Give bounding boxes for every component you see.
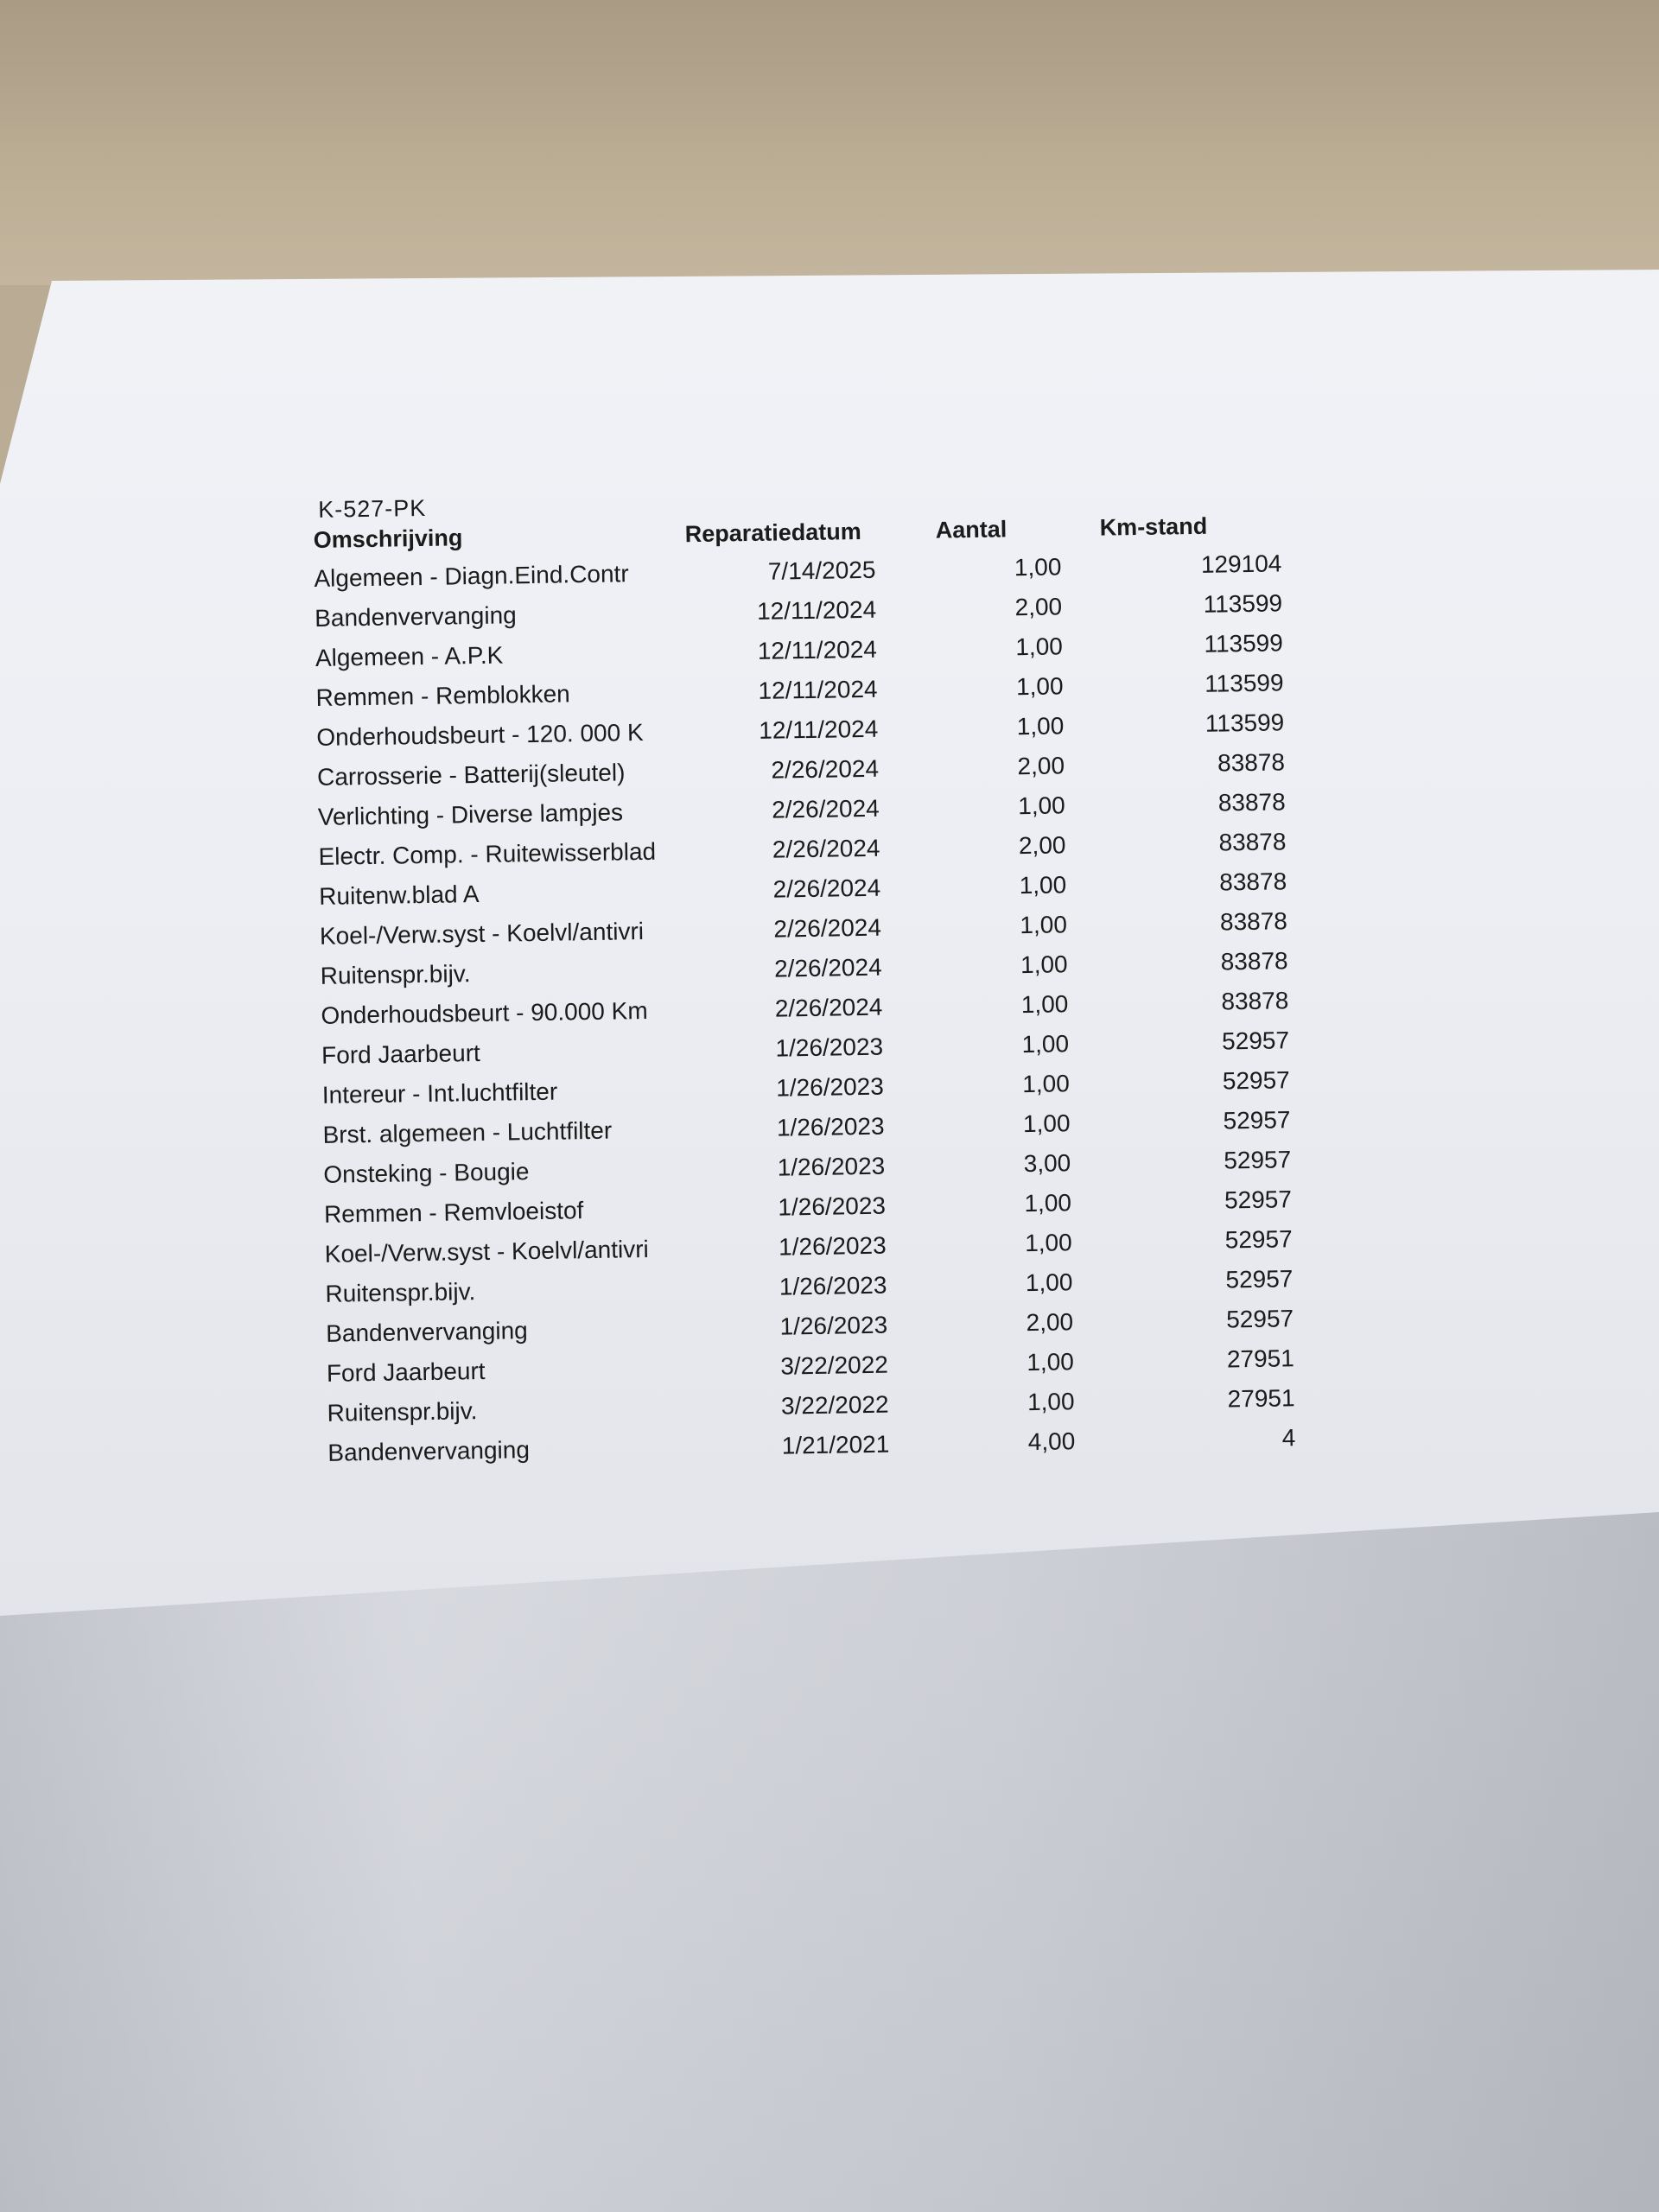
cell-quantity: 1,00 — [1022, 1070, 1071, 1098]
cell-quantity: 1,00 — [1014, 553, 1062, 582]
cell-quantity: 1,00 — [1024, 1189, 1072, 1217]
cell-km: 83878 — [1219, 868, 1287, 896]
cell-quantity: 4,00 — [1027, 1427, 1076, 1456]
cell-km: 52957 — [1223, 1106, 1291, 1135]
cell-km: 52957 — [1225, 1305, 1294, 1333]
cell-description: Electr. Comp. - Ruitewisserblad — [318, 837, 657, 870]
cell-km: 113599 — [1203, 589, 1283, 618]
header-description: Omschrijving — [313, 524, 463, 553]
cell-quantity: 1,00 — [1015, 672, 1064, 701]
cell-date: 2/26/2024 — [773, 913, 882, 943]
cell-description: Koel-/Verw.syst - Koelvl/antivri — [324, 1235, 649, 1268]
cell-description: Bandenvervanging — [314, 601, 517, 632]
cell-date: 1/26/2023 — [779, 1271, 887, 1300]
cell-km: 83878 — [1217, 788, 1286, 817]
cell-km: 83878 — [1218, 828, 1287, 856]
cell-km: 27951 — [1226, 1344, 1295, 1373]
cell-quantity: 2,00 — [1018, 831, 1066, 860]
header-km: Km-stand — [1099, 512, 1208, 541]
cell-km: 52957 — [1224, 1146, 1292, 1174]
cell-quantity: 2,00 — [1026, 1308, 1074, 1337]
cell-km: 52957 — [1222, 1066, 1290, 1095]
cell-date: 3/22/2022 — [780, 1390, 889, 1420]
cell-description: Ruitenspr.bijv. — [320, 960, 471, 989]
cell-date: 12/11/2024 — [758, 675, 878, 704]
cell-quantity: 1,00 — [1025, 1268, 1073, 1297]
cell-description: Algemeen - A.P.K — [315, 641, 504, 671]
cell-description: Remmen - Remvloeistof — [323, 1197, 584, 1228]
cell-description: Bandenvervanging — [327, 1436, 531, 1466]
cell-quantity: 2,00 — [1014, 593, 1063, 621]
cell-description: Onderhoudsbeurt - 90.000 Km — [321, 996, 648, 1029]
cell-date: 2/26/2024 — [771, 754, 880, 784]
cell-quantity: 3,00 — [1023, 1149, 1071, 1178]
cell-date: 3/22/2022 — [780, 1351, 889, 1380]
cell-km: 83878 — [1219, 907, 1288, 936]
cell-date: 2/26/2024 — [772, 874, 881, 903]
cell-km: 113599 — [1204, 669, 1284, 697]
cell-date: 2/26/2024 — [772, 834, 880, 863]
cell-km: 83878 — [1217, 748, 1286, 777]
cell-description: Onderhoudsbeurt - 120. 000 K — [316, 718, 644, 751]
phone-shadow — [0, 1512, 1659, 2212]
cell-date: 1/21/2021 — [781, 1430, 890, 1459]
cell-date: 2/26/2024 — [774, 993, 883, 1022]
header-quantity: Aantal — [935, 516, 1007, 543]
license-plate: K-527-PK — [317, 494, 427, 523]
cell-quantity: 1,00 — [1021, 1030, 1070, 1058]
cell-quantity: 1,00 — [1027, 1388, 1075, 1416]
cell-description: Ruitenw.blad A — [319, 880, 480, 910]
cell-date: 1/26/2023 — [779, 1311, 888, 1340]
cell-date: 12/11/2024 — [757, 635, 878, 664]
cell-quantity: 2,00 — [1017, 752, 1065, 780]
cell-km: 52957 — [1221, 1027, 1290, 1055]
cell-description: Remmen - Remblokken — [315, 680, 570, 711]
cell-description: Ruitenspr.bijv. — [327, 1397, 478, 1427]
cell-date: 1/26/2023 — [778, 1231, 887, 1261]
cell-quantity: 1,00 — [1020, 911, 1068, 939]
cell-description: Koel-/Verw.syst - Koelvl/antivri — [319, 918, 645, 950]
cell-description: Intereur - Int.luchtfilter — [321, 1077, 558, 1109]
header-date: Reparatiedatum — [684, 518, 862, 548]
cell-km: 52957 — [1224, 1225, 1293, 1254]
cell-description: Ruitenspr.bijv. — [325, 1278, 476, 1307]
cell-description: Ford Jaarbeurt — [321, 1039, 481, 1069]
cell-quantity: 1,00 — [1019, 871, 1067, 899]
cell-km: 83878 — [1220, 947, 1288, 976]
cell-date: 2/26/2024 — [773, 953, 882, 982]
cell-quantity: 1,00 — [1015, 632, 1064, 661]
table-body — [312, 548, 1449, 1479]
cell-km: 83878 — [1221, 987, 1289, 1015]
cell-description: Ford Jaarbeurt — [326, 1357, 486, 1387]
cell-km: 52957 — [1224, 1185, 1293, 1214]
cell-quantity: 1,00 — [1016, 712, 1065, 741]
cell-date: 2/26/2024 — [771, 794, 880, 823]
cell-description: Verlichting - Diverse lampjes — [317, 798, 624, 830]
cell-quantity: 1,00 — [1024, 1229, 1072, 1257]
cell-date: 1/26/2023 — [775, 1033, 884, 1062]
cell-date: 12/11/2024 — [756, 595, 877, 625]
cell-date: 1/26/2023 — [775, 1072, 885, 1102]
cell-quantity: 1,00 — [1020, 950, 1068, 979]
cell-km: 27951 — [1227, 1384, 1295, 1413]
cell-km: 52957 — [1225, 1265, 1294, 1294]
cell-quantity: 1,00 — [1020, 990, 1069, 1019]
cell-description: Algemeen - Diagn.Eind.Contr — [314, 560, 629, 592]
cell-quantity: 1,00 — [1022, 1109, 1071, 1138]
cell-description: Onsteking - Bougie — [323, 1158, 530, 1188]
cell-quantity: 1,00 — [1027, 1348, 1075, 1376]
cell-description: Brst. algemeen - Luchtfilter — [322, 1116, 613, 1148]
cell-description: Bandenvervanging — [325, 1317, 528, 1347]
cell-date: 7/14/2025 — [767, 556, 876, 585]
cell-km: 4 — [1281, 1424, 1296, 1452]
cell-km: 113599 — [1204, 629, 1284, 658]
cell-date: 1/26/2023 — [776, 1112, 885, 1141]
table-surface — [0, 0, 1659, 285]
cell-date: 12/11/2024 — [759, 715, 879, 744]
cell-quantity: 1,00 — [1017, 791, 1065, 820]
cell-km: 129104 — [1200, 550, 1282, 578]
cell-description: Carrosserie - Batterij(sleutel) — [316, 759, 626, 791]
cell-date: 1/26/2023 — [778, 1192, 887, 1221]
repair-history-document — [311, 480, 1450, 1479]
cell-date: 1/26/2023 — [777, 1152, 886, 1181]
cell-km: 113599 — [1205, 709, 1285, 737]
